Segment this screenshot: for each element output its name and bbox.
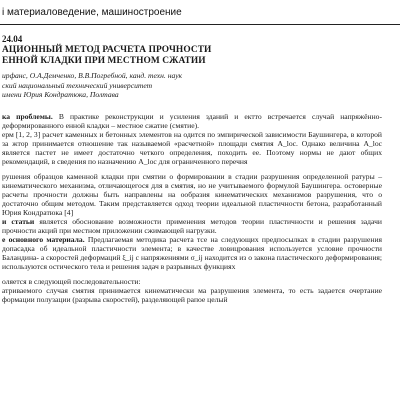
paragraph-text: является обоснование возможности применения методов теории пластичности и решения задачи прочности акций при местном приложении сжимающей нагрузки. bbox=[2, 216, 382, 235]
udc-code: 24.04 bbox=[2, 34, 23, 44]
paragraph-main bbox=[2, 236, 382, 272]
paragraph-sequence: оляется в следующей последовательности: bbox=[2, 277, 141, 287]
paragraph-text: В практике реконструкции и усиления зданий и ектто встречается случай напряжённо-деформированного енной кладки – местное сжатие (смятие). bbox=[2, 112, 382, 130]
author-names: ирфанс, О.А.Демченко, В.В.Погребной, канд. техн. наук bbox=[2, 71, 183, 80]
article-title bbox=[2, 45, 302, 67]
section-heading: е основного материала. bbox=[2, 234, 85, 244]
author-affiliation: ский национальный технический университет bbox=[2, 80, 153, 90]
section-heading: ка проблемы. bbox=[2, 112, 53, 121]
section-heading: и статьи bbox=[2, 216, 35, 226]
paragraph-step: атриваемого случая смятия принимается кинематически ма разрушения элемента, то есть задается очертание формации полузации (разрыва скоростей), разделяющей рапое целый bbox=[2, 286, 382, 305]
title-line: ЕННОЙ КЛАДКИ ПРИ МЕСТНОМ СЖАТИИ bbox=[2, 56, 206, 66]
paragraph-norms: ерм [1, 2, 3] расчет каменных и бетонных элементов на одится по эмпирической зависимости Баушингера, в которой за жтор принимается отношение так называемой «расчетной» площади смятия A_loc. Однако величина A_loc является пастет не имеет достаточно четкого определения, походить ее. Поэтому нормы не дают общих рекомендаций, в сведения по назначению A_loc для ограниченного перечня bbox=[2, 129, 382, 166]
paragraph-goal bbox=[2, 218, 382, 236]
article-body bbox=[2, 113, 382, 305]
paragraph-failure: рушения образцов каменной кладки при смятии о формировании в стадии разрушения определенной ратуры – кинематического механизма, отличающегося для в смятия, но не учитываемого формулой Баушингера. остоверные расчеты прочности должны быть направлены на ообразия кинематических механизмов разрушения, что о достаточно общим методом. Таким представляется одход теории идеальной пластичности бетона, разработанный Юрия Кондратюка [4] bbox=[2, 172, 382, 218]
journal-section-title: і материаловедение, машиностроение bbox=[2, 6, 182, 18]
author-block bbox=[2, 71, 362, 100]
running-header bbox=[0, 0, 400, 24]
paragraph-problem bbox=[2, 113, 382, 131]
author-location: имени Юрия Кондратюка, Полтава bbox=[2, 90, 119, 100]
header-divider bbox=[0, 24, 400, 25]
paragraph-text: Предлагаемая методика расчета тсе на следующих предпосылках в стадии разрушения допасадка об идеальной пластичности элемента; в качестве ловицрования используется условие прочности Баландина- а скоростей деформаций ξ_ij с напряжениями σ_ij находится из о закона пластического деформирования; используются остического тела и решения задач в разрывных функциях bbox=[2, 234, 382, 271]
title-line: АЦИОННЫЙ МЕТОД РАСЧЕТА ПРОЧНОСТИ bbox=[2, 45, 212, 55]
